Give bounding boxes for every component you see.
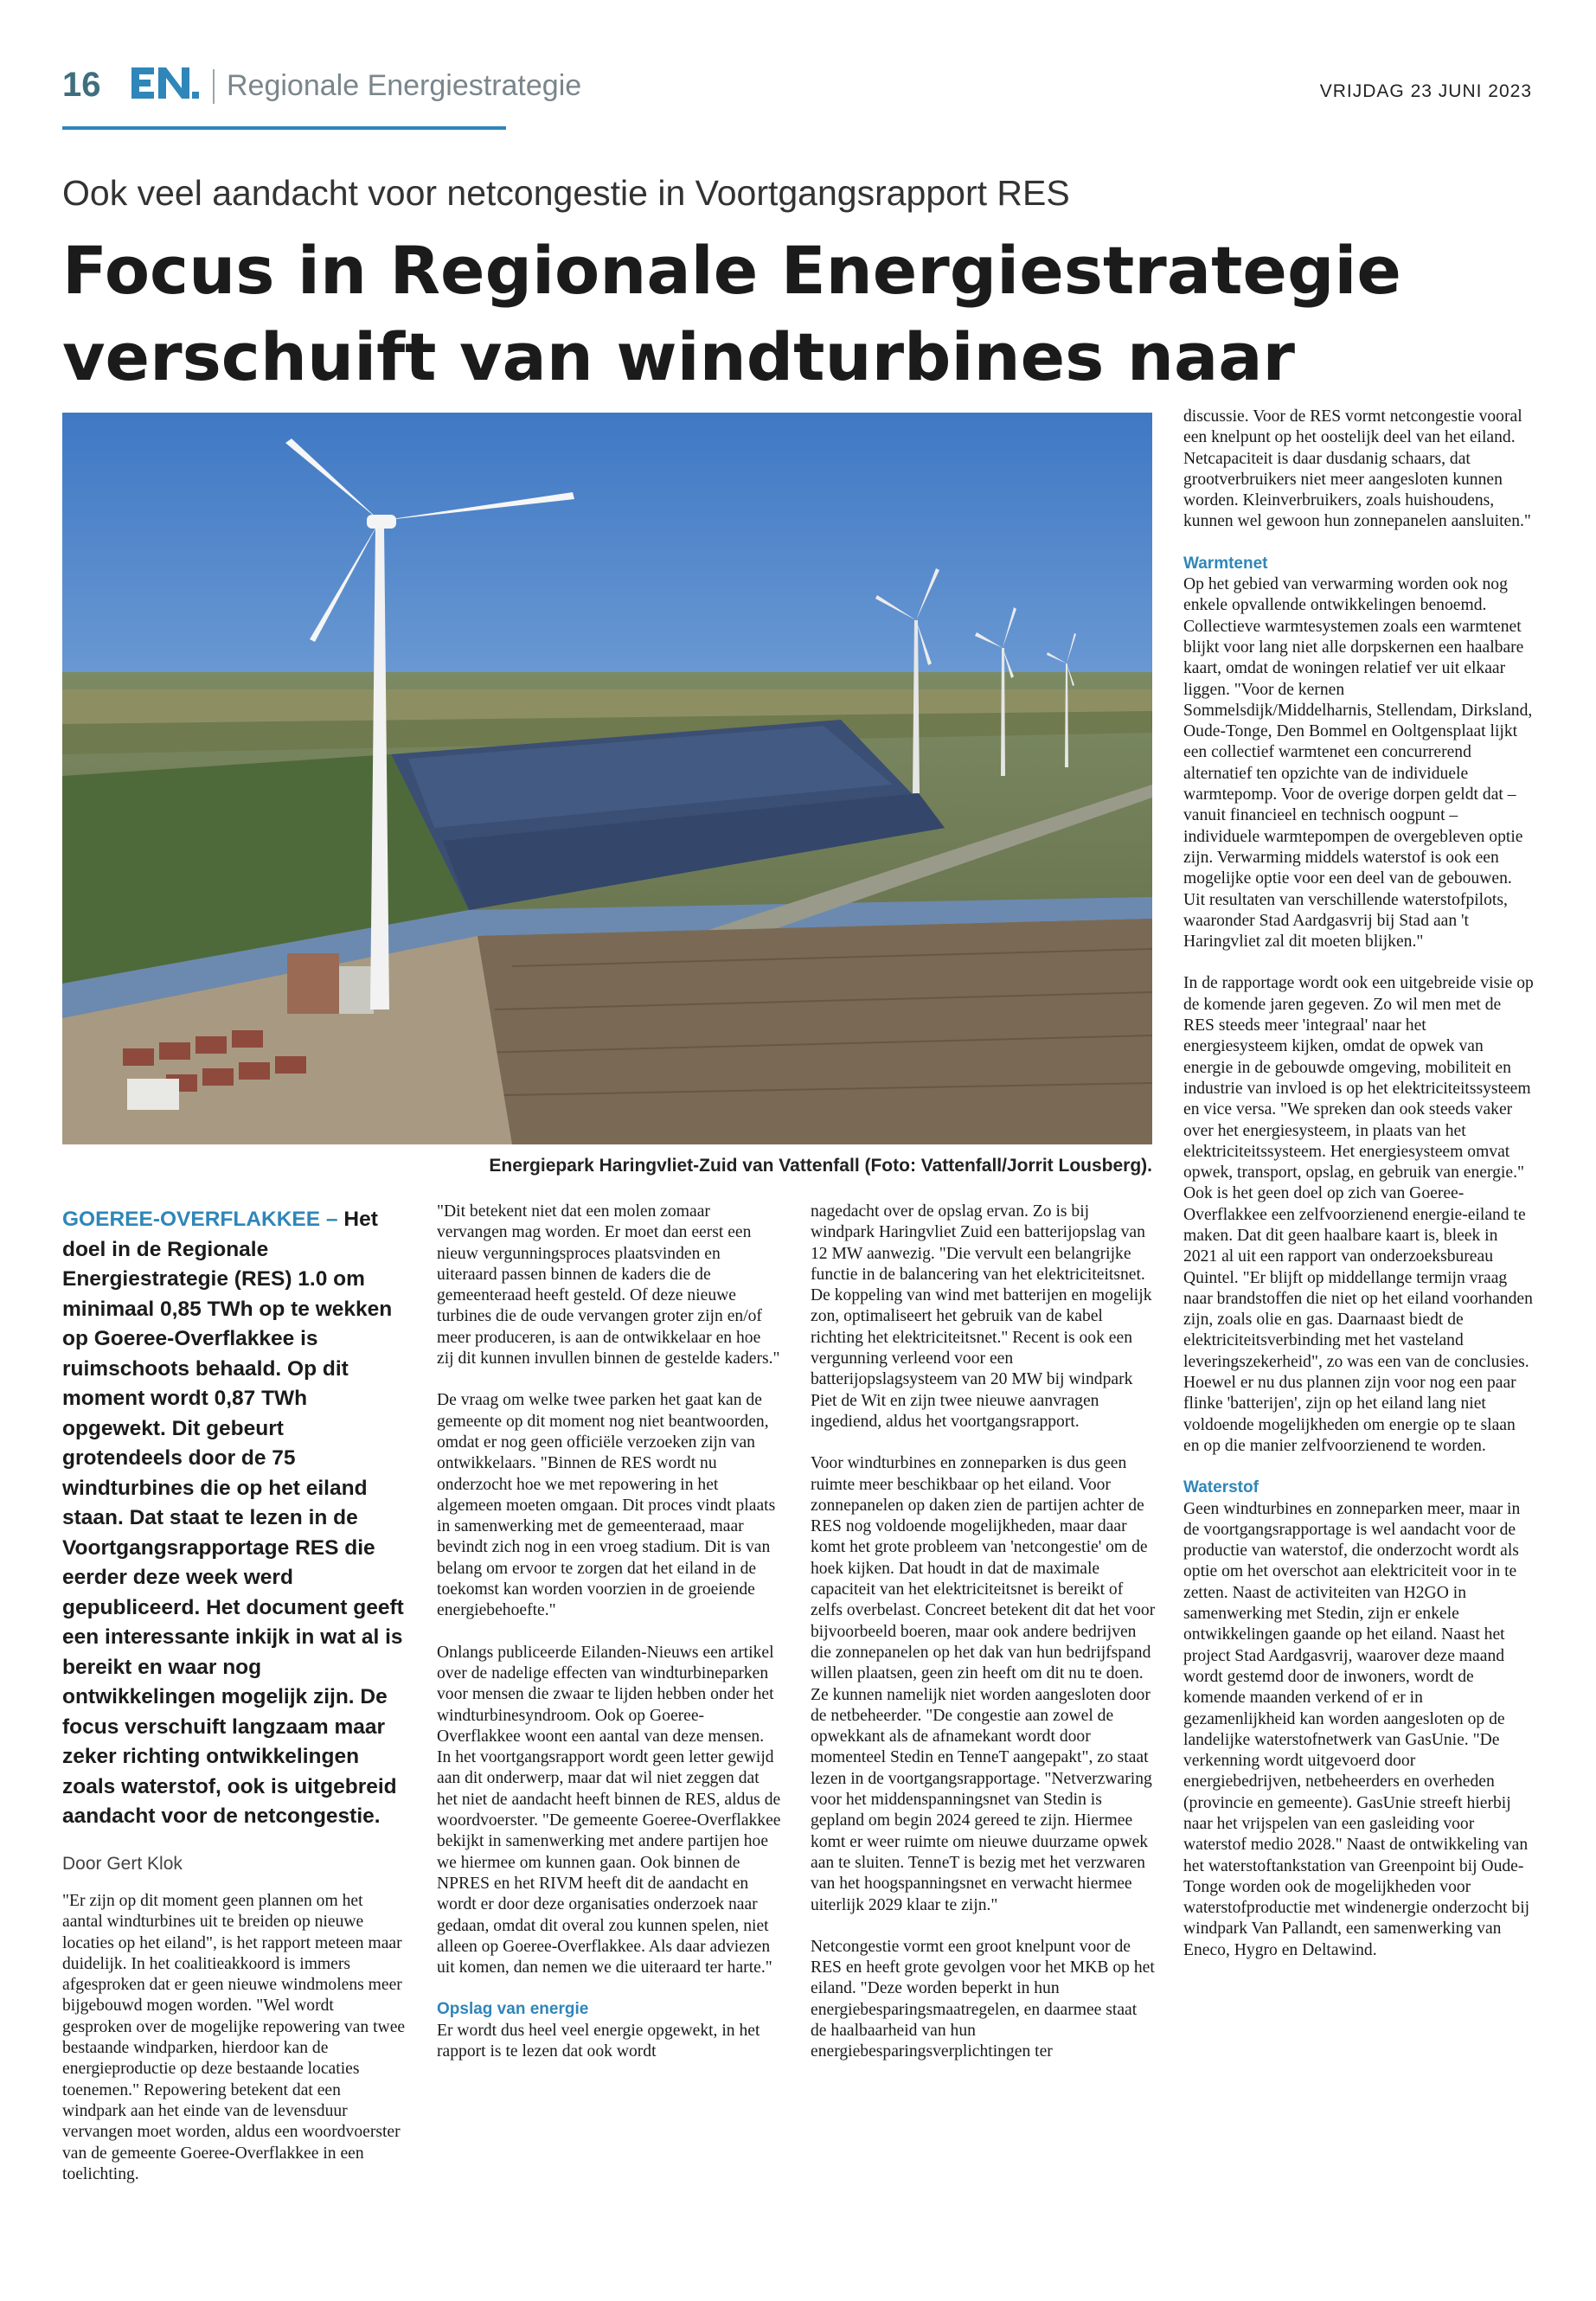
eilanden-nieuws-logo (131, 64, 201, 102)
col4-paragraph-2: Op het gebied van verwarming worden ook nog enkele opvallende ontwikkelingen benoemd. Collectieve warmtesystemen zoals een warmtenet blijkt voor lang niet alle dorpskernen een haalbare kaart, omdat de woningen relatief ver uit elkaar liggen. "Voor de kernen Sommelsdijk/Middelharnis, Stellendam, Dirksland, Oude-Tonge, Den Bommel en Ooltgensplaat lijkt een collectief warmtenet een concurrerend alternatief ten opzichte van de individuele warmtepomp. Voor de overige dorpen geldt dat – vanuit financieel en technisch oogpunt – individuele warmtepompen de overgebleven optie zijn. Verwarming middels waterstof is ook een mogelijke optie voor een deel van de gebouwen. Uit resultaten van verschillende waterstofpilots, waaronder Stad Aardgasvrij bij Stad aan 't Haringvliet zal dit moeten blijken." (1183, 575, 1533, 952)
energy-park-photo (62, 413, 1152, 1144)
column-2 (437, 1202, 781, 2083)
lead-paragraph (62, 1205, 408, 1832)
col4-paragraph-3: In de rapportage wordt ook een uitgebreide visie op de komende jaren gegeven. Zo wil men met de RES steeds meer 'integraal' naar het energiesysteem kijken, omdat de opwek van energie in de gebouwde omgeving, mobiliteit en industrie van invloed is op het elektriciteitssysteem en vice versa. "We spreken dan ook steeds vaker over het energiesysteem, in plaats van het elektriciteitssysteem. Het energiesysteem omvat opwek, transport, opslag, en gebruik van energie." Ook is het geen doel op zich van Goeree-Overflakkee een zelfvoorzienend energie-eiland te maken. Dat dit geen haalbare kaart is, bleek in 2021 al uit een rapport van onderzoeksbureau Quintel. "Er blijft op middellange termijn vraag naar brandstoffen die niet op het eiland voorhanden zijn, zoals olie en gas. Daarnaast biedt de elektriciteitsverbinding met het vasteland leveringszekerheid", zo was een van de conclusies. Hoewel er nu dus plannen zijn voor nog een paar flinke 'batterijen', zijn op het eiland lang niet voldoende mogelijkheden om energie op te slaan en op die manier zelfvoorzienend te worden. (1183, 974, 1534, 1455)
column-4 (1183, 407, 1535, 1982)
col1-paragraph-1: "Er zijn op dit moment geen plannen om het aantal windturbines uit te breiden op nieuwe locaties op het eiland", is het rapport meteen maar duidelijk. In het coalitieakkoord is immers afgesproken dat er geen nieuwe windmolens meer bijgebouwd mogen worden. "Wel wordt gesproken over de mogelijke repowering van twee bestaande windparken, hierdoor kan de energieproductie op deze bestaande locaties toenemen." Repowering betekent dat een windpark aan het einde van de levensduur vervangen moet worden, aldus een woordvoerster van de gemeente Goeree-Overflakkee in een toelichting. (62, 1892, 406, 2183)
lead-text: Het doel in de Regionale Energiestrategie (RES) 1.0 om minimaal 0,85 TWh op te wekken op Goeree-Overflakkee is ruimschoots behaald. Op dit moment wordt 0,87 TWh opgewekt. Dit gebeurt grotendeels door de 75 windturbines die op het eiland staan. Dat staat te lezen in de Voortgangsrapportage RES die eerder deze week werd gepubliceerd. Het document geeft een interessante inkijk in wat al is bereikt en waar nog ontwikkelingen mogelijk zijn. De focus verschuift langzaam maar zeker richting ontwikkelingen zoals waterstof, ook is uitgebreid aandacht voor de netcongestie. (62, 1208, 404, 1828)
col2-paragraph-3: Onlangs publiceerde Eilanden-Nieuws een artikel over de nadelige effecten van windturbineparken voor mensen die zwaar te lijden hebben onder het windturbinesyndroom. Ook op Goeree-Overflakkee woont een aantal van deze mensen. In het voortgangsrapport wordt geen letter gewijd aan dit onderwerp, maar dat wil niet zeggen dat het niet de aandacht heeft binnen de RES, aldus de woordvoerster. "De gemeente Goeree-Overflakkee bekijkt in samenwerking met andere partijen hoe we hiermee om kunnen gaan. Ook binnen de NPRES en het RIVM heeft dit de aandacht en wordt er door deze organisaties onderzoek naar gedaan, omdat dit overal zou kunnen spelen, niet alleen op Goeree-Overflakkee. Als daar adviezen uit komen, dan nemen we die uiteraard ter harte." (437, 1643, 781, 1977)
col4-paragraph-1: discussie. Voor de RES vormt netcongestie vooral een knelpunt op het oostelijk deel van het eiland. Netcapaciteit is daar dusdanig schaars, dat grootverbruikers niet meer aangesloten kunnen worden. Kleinverbruikers, zoals huishoudens, kunnen wel gewoon hun zonnepanelen aansluiten." (1183, 407, 1531, 531)
col3-paragraph-3: Netcongestie vormt een groot knelpunt voor de RES en heeft grote gevolgen voor het MKB op het eiland. "Deze worden beperkt in hun energiebesparingsmaatregelen, en daarmee staat de haalbaarheid van hun energiebesparingsverplichtingen ter (811, 1937, 1155, 2061)
subhead-waterstof: Waterstof (1183, 1478, 1259, 1497)
column-3 (811, 1202, 1157, 2084)
page-number: 16 (62, 66, 101, 104)
column-1 (62, 1891, 407, 2206)
col2-paragraph-1: "Dit betekent niet dat een molen zomaar vervangen mag worden. Er moet dan eerst een nieuw vergunningsproces plaatsvinden en uiteraard passen binnen de kaders die de gemeenteraad heeft gesteld. Of deze nieuwe turbines die de oude vervangen groter zijn en/of meer produceren, is aan de ontwikkelaar en hoe zij dit kunnen invullen binnen de gestelde kaders." (437, 1202, 780, 1368)
photo-caption: Energiepark Haringvliet-Zuid van Vattenfall (Foto: Vattenfall/Jorrit Lousberg). (489, 1156, 1152, 1176)
issue-date: VRIJDAG 23 JUNI 2023 (1319, 81, 1532, 101)
col3-paragraph-1: nagedacht over de opslag ervan. Zo is bij windpark Haringvliet Zuid een batterijopslag van 12 MW aanwezig. "Die vervult een belangrijke functie in de balancering van het elektriciteitsnet. De koppeling van wind met batterijen en mogelijk zon, optimaliseert het gebruik van de kabel richting het elektriciteitsnet." Recent is ook een vergunning verleend voor een batterijopslagsysteem van 20 MW bij windpark Piet de Wit en zijn twee nieuwe aanvragen ingediend, aldus het voortgangsrapport. (811, 1202, 1152, 1431)
header-rule (62, 126, 506, 130)
byline: Door Gert Klok (62, 1854, 183, 1874)
headline-line-2: verschuift van windturbines naar (62, 318, 1295, 395)
subhead-warmtenet: Warmtenet (1183, 554, 1268, 573)
header-separator (213, 69, 215, 104)
col2-paragraph-2: De vraag om welke twee parken het gaat kan de gemeente op dit moment nog niet beantwoorden, omdat er nog geen officiële verzoeken zijn van ontwikkelaars. "Binnen de RES wordt nu onderzocht hoe we met repowering in het algemeen moeten omgaan. Dit proces vindt plaats in samenwerking met de gemeenteraad, maar bevindt zich nog in een vroeg stadium. Dit is van belang om ervoor te zorgen dat het eiland in de toekomst kan worden voorzien in de groeiende energiebehoefte." (437, 1391, 776, 1620)
subhead-opslag: Opslag van energie (437, 2000, 589, 2019)
article-kicker: Ook veel aandacht voor netcongestie in Voortgangsrapport RES (62, 173, 1070, 213)
section-title: Regionale Energiestrategie (227, 69, 582, 102)
headline-line-1: Focus in Regionale Energiestrategie (62, 232, 1401, 309)
col2-paragraph-4: Er wordt dus heel veel energie opgewekt, in het rapport is te lezen dat ook wordt (437, 2021, 760, 2061)
col3-paragraph-2: Voor windturbines en zonneparken is dus geen ruimte meer beschikbaar op het eiland. Voor zonnepanelen op daken zien de partijen achter de RES nog voldoende mogelijkheden, maar daar komt het grote probleem van 'netcongestie' om de hoek kijken. Dat houdt in dat de maximale capaciteit van het elektriciteitsnet is bereikt of zelfs overbelast. Concreet betekent dit dat het voor bijvoorbeeld boeren, maar ook andere bedrijven die zonnepanelen op het dak van hun bedrijfspand willen plaatsen, geen zin heeft om dit nu te doen. Ze kunnen namelijk niet worden aangesloten door de netbeheerder. "De congestie aan zowel de opwekkant als de afnamekant wordt door momenteel Stedin en TenneT aangepakt", zo staat lezen in de voortgangsrapportage. "Netverzwaring voor het middenspanningsnet van Stedin is gepland om begin 2024 gereed te zijn. Hiermee komt er weer ruimte om nieuwe duurzame opwek aan te sluiten. TenneT is bezig met het verzwaren van het hoogspanningsnet en verwacht hiermee uiterlijk 2029 klaar te zijn." (811, 1454, 1156, 1914)
dateline-place: GOEREE-OVERFLAKKEE – (62, 1208, 338, 1231)
col4-paragraph-4: Geen windturbines en zonneparken meer, maar in de voortgangsrapportage is wel aandacht voor de productie van waterstof, die onderzocht wordt als optie om het overschot aan elektriciteit voor in te zetten. Naast de activiteiten van H2GO in samenwerking met Stedin, zijn er enkele ontwikkelingen gaande op het eiland. Naast het project Stad Aardgasvrij, waarover deze maand wordt gestemd door de inwoners, wordt de komende maanden verkend of er in gezamenlijkheid kan worden aangesloten op de landelijke waterstofnetwerk van GasUnie. "De verkenning wordt uitgevoerd door energiebedrijven, netbeheerders en overheden (provincie en gemeente). GasUnie streeft hierbij naar het vrijspelen van een gasleiding voor waterstof medio 2028." Naast de ontwikkeling van het waterstoftankstation van Greenpoint bij Oude-Tonge worden ook de mogelijkheden voor waterstofproductie met windenergie onderzocht bij windpark Van Pallandt, een samenwerking van Eneco, Hygro en Deltawind. (1183, 1499, 1530, 1959)
